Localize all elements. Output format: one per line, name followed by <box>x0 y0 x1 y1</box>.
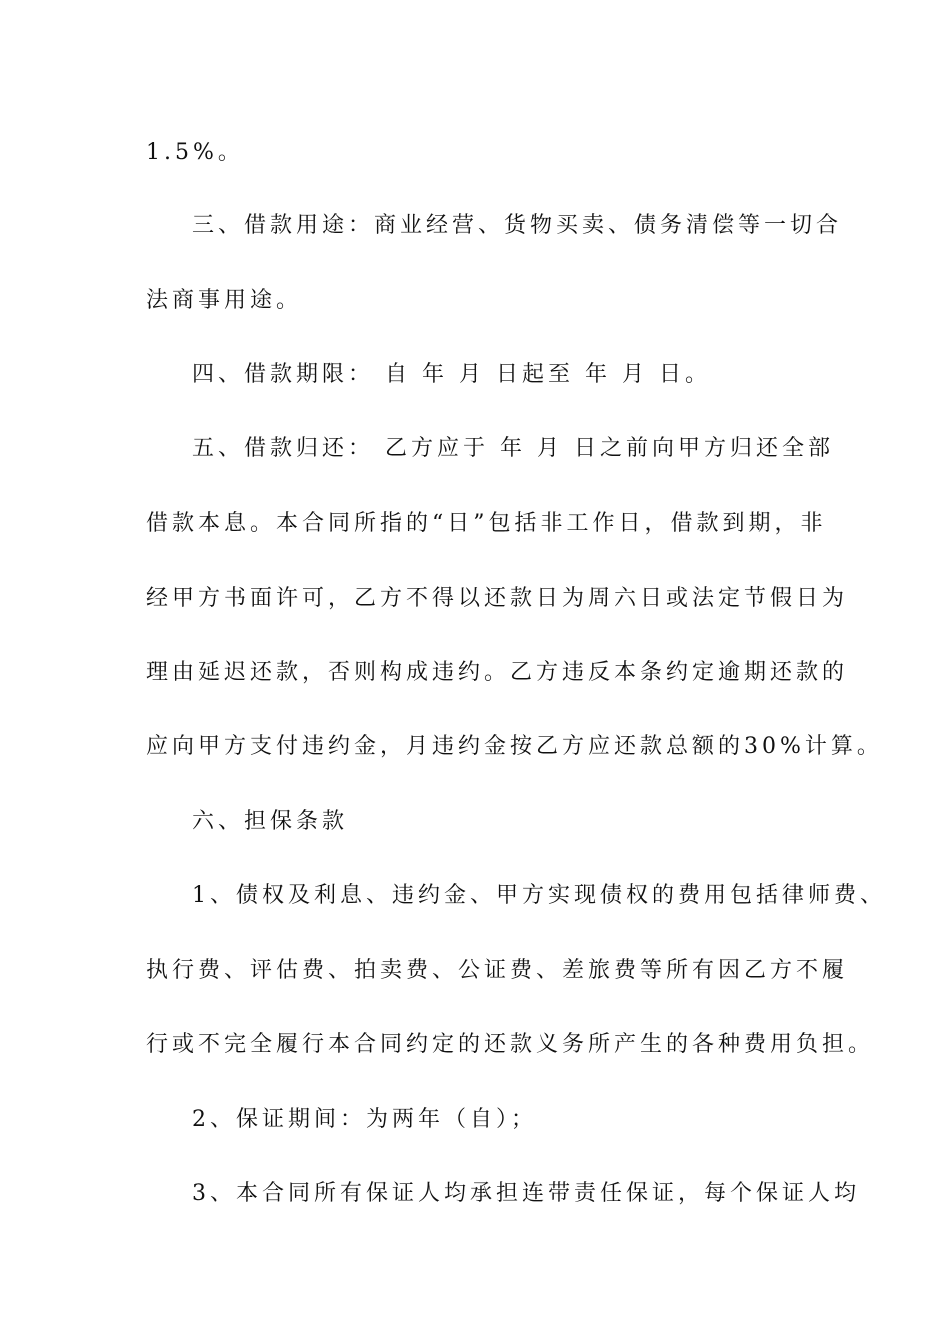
text-line-guarantee-item-1-continued: 执行费、评估费、拍卖费、公证费、差旅费等所有因乙方不履 <box>146 958 849 983</box>
text-line-guarantee-item-1-end: 行或不完全履行本合同约定的还款义务所产生的各种费用负担。 <box>146 1032 875 1057</box>
text-line-repayment-detail-3: 理由延迟还款，否则构成违约。乙方违反本条约定逾期还款的 <box>146 660 849 685</box>
text-line-rate-continuation: 1.5%。 <box>146 140 244 165</box>
text-line-loan-repayment: 五、借款归还： 乙方应于 年 月 日之前向甲方归还全部 <box>192 436 834 461</box>
text-line-loan-purpose: 三、借款用途：商业经营、货物买卖、债务清偿等一切合 <box>192 213 843 238</box>
text-line-guarantee-item-3: 3、本合同所有保证人均承担连带责任保证，每个保证人均 <box>192 1181 860 1206</box>
text-line-guarantee-heading: 六、担保条款 <box>192 809 349 834</box>
text-line-loan-term: 四、借款期限： 自 年 月 日起至 年 月 日。 <box>192 362 711 387</box>
text-line-guarantee-item-1: 1、债权及利息、违约金、甲方实现债权的费用包括律师费、 <box>192 883 886 908</box>
text-line-repayment-detail-2: 经甲方书面许可，乙方不得以还款日为周六日或法定节假日为 <box>146 586 849 611</box>
text-line-guarantee-item-2: 2、保证期间：为两年（自）； <box>192 1107 537 1132</box>
text-line-loan-purpose-continued: 法商事用途。 <box>146 288 303 313</box>
text-line-repayment-detail-1: 借款本息。本合同所指的“日”包括非工作日，借款到期，非 <box>146 511 827 536</box>
text-line-repayment-detail-4: 应向甲方支付违约金，月违约金按乙方应还款总额的30%计算。 <box>146 734 883 759</box>
